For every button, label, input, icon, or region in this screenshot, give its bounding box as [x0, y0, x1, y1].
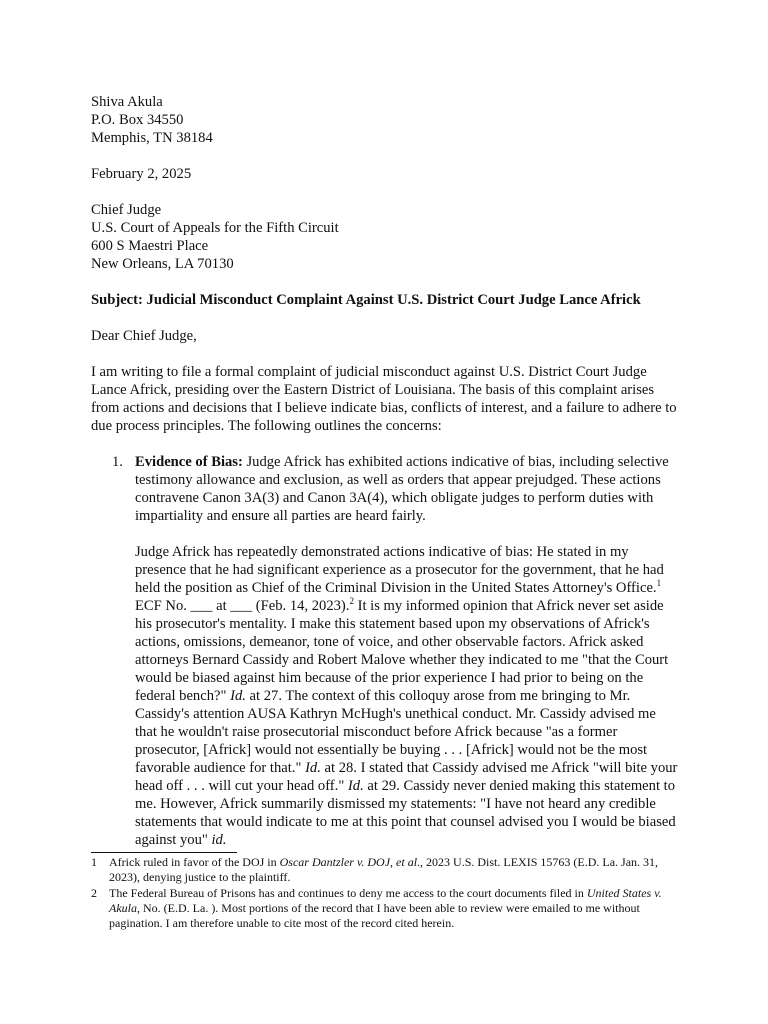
footnote-text: Africk ruled in favor of the DOJ in [109, 855, 280, 869]
footnote-case-name: Oscar Dantzler v. DOJ, et al [279, 855, 418, 869]
recipient-court: U.S. Court of Appeals for the Fifth Circuit [91, 220, 339, 236]
recipient-title: Chief Judge [91, 202, 162, 218]
detail-text: at 27. The context of this colloquy arose from me bringing to Mr. Cassidy's attention AUSA Kathryn McHugh's unethical conduct. Mr. Cassidy advised me that he wouldn't raise prosecutorial misconduct before Africk because "as a former prosecutor, [Africk] would not essentially be buying . . . [Africk] would not be the most favorable audience for that." [135, 688, 656, 776]
footnote-2 [91, 886, 681, 931]
complaint-item-1 [91, 453, 681, 849]
salutation: Dear Chief Judge, [91, 328, 197, 344]
item-summary [135, 453, 681, 525]
footnote-ref-1: 1 [656, 578, 662, 589]
footnote-text: The Federal Bureau of Prisons has and continues to deny me access to the court documents filed in [109, 886, 587, 900]
item-detail-paragraph [135, 543, 681, 849]
citation-id: Id. [230, 688, 246, 704]
footnote-ref-2: 2 [349, 596, 354, 607]
citation-id: Id. [347, 778, 364, 794]
footnote-case-name: United States v. Akula [109, 886, 662, 915]
sender-address-line2: Memphis, TN 38184 [91, 130, 213, 146]
recipient-address-line1: 600 S Maestri Place [91, 238, 209, 254]
intro-paragraph: I am writing to file a formal complaint of judicial misconduct against U.S. District Court Judge Lance Africk, presiding over the Eastern District of Louisiana. The basis of this complaint arises from actions and decisions that I believe indicate bias, conflicts of interest, and a failure to adhere to due process principles. The following outlines the concerns: [91, 364, 677, 434]
recipient-address-line2: New Orleans, LA 70130 [91, 256, 234, 272]
detail-text: ECF No. ___ at ___ (Feb. 14, 2023). [135, 598, 350, 614]
item-summary-text: Judge Africk has exhibited actions indicative of bias, including selective testimony allowance and exclusion, as well as orders that appear prejudged. These actions contravene Canon 3A(3) and Canon 3A(4), which obligate judges to perform duties with impartiality and ensure all parties are heard fairly. [135, 454, 669, 524]
footnote-separator [91, 852, 237, 853]
item-heading: Evidence of Bias: [135, 454, 243, 470]
detail-text: at 29. Cassidy never denied making this statement to me. However, Africk summarily dismissed my statements: "I have not heard any credible statements that would indicate to me at this point that counsel advised you I would be biased against you" [135, 778, 676, 848]
sender-name: Shiva Akula [91, 94, 163, 110]
subject-line: Subject: Judicial Misconduct Complaint Against U.S. District Court Judge Lance Africk [91, 292, 641, 308]
footnote-text: ., 2023 U.S. Dist. LEXIS 15763 (E.D. La. Jan. 31, 2023), denying justice to the plaintiff. [109, 855, 659, 884]
citation-id: Id. [305, 760, 321, 776]
footnote-number: 2 [91, 886, 97, 900]
footnote-1 [91, 855, 681, 885]
letter-body [91, 93, 681, 849]
detail-text: Judge Africk has repeatedly demonstrated actions indicative of bias: He stated in my presence that he had significant experience as a prosecutor for the government, that he had held the position as Chief of the Criminal Division in the United States Attorney's Office. [135, 544, 664, 596]
sender-address-line1: P.O. Box 34550 [91, 112, 184, 128]
footnote-text: , No. (E.D. La. ). Most portions of the record that I have been able to review were emailed to me without pagination. I am therefore unable to cite most of the record cited herein. [109, 901, 640, 930]
citation-id: id. [211, 832, 227, 848]
letter-date: February 2, 2025 [91, 166, 192, 182]
detail-text: It is my informed opinion that Africk never set aside his prosecutor's mentality. I make this statement based upon my observations of Africk's actions, omissions, demeanor, tone of voice, and other observable factors. Africk asked attorneys Bernard Cassidy and Robert Malove whether they indicated to me "that the Court would be biased against him because of the prior experience I had prior to being on the federal bench?" [135, 598, 669, 704]
footnote-number: 1 [91, 855, 97, 869]
detail-text: at 28. I stated that Cassidy advised me Africk "will bite your head off . . . will cut your head off." [135, 760, 678, 794]
footnotes [91, 855, 681, 932]
item-number: 1. [112, 454, 123, 470]
